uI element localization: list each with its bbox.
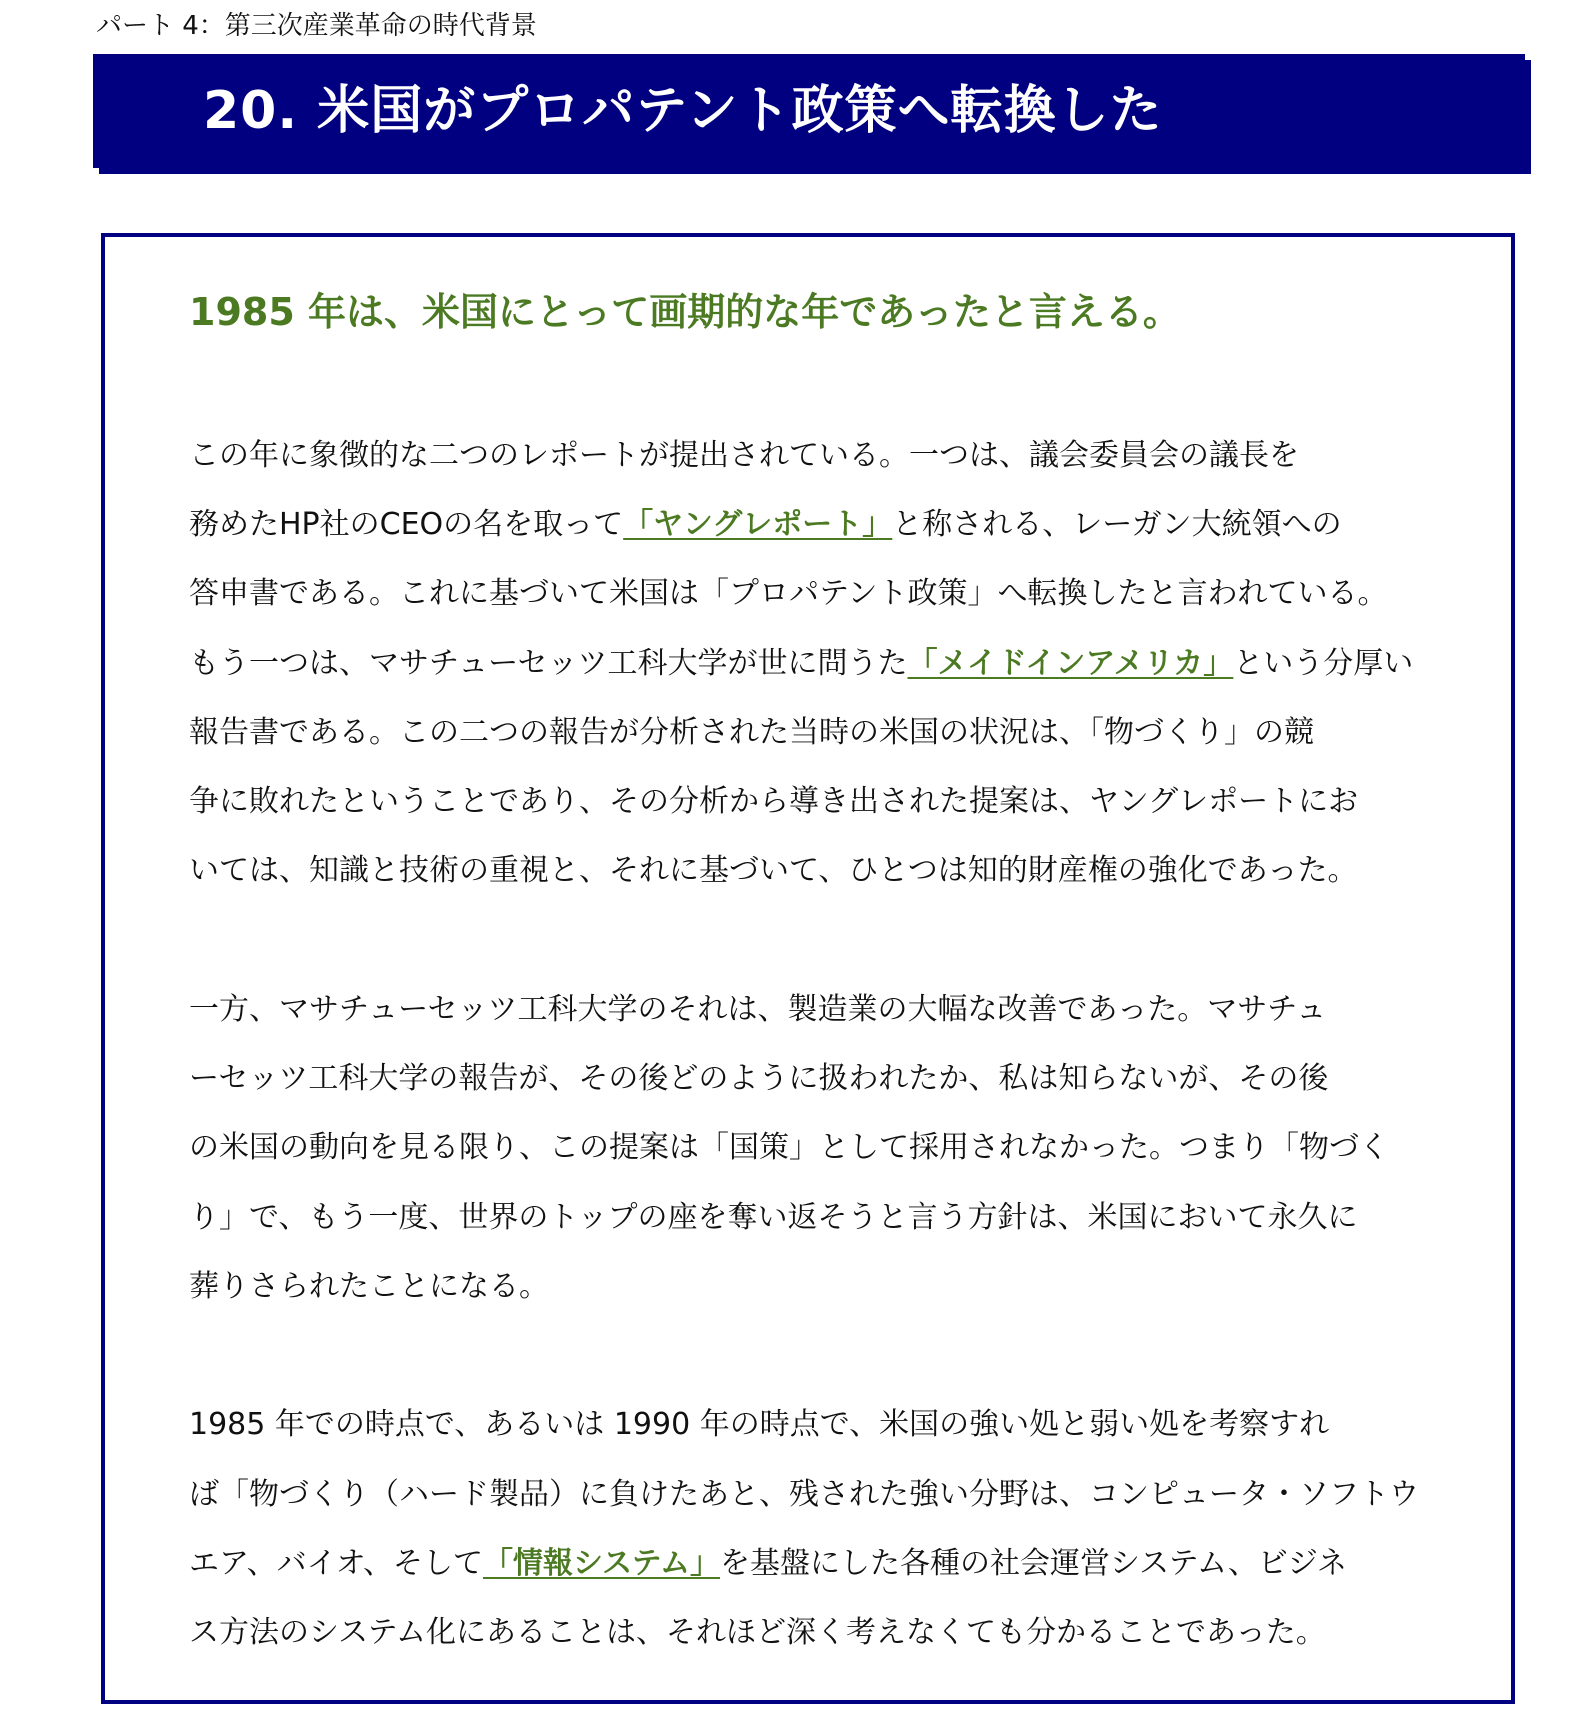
text-segment: という分厚い (1233, 646, 1414, 681)
paragraph-1-line-1: この年に象徴的な二つのレポートが提出されている。一つは、議会委員会の議長を (189, 438, 1299, 473)
young-report-link[interactable]: 「ヤングレポート」 (623, 507, 893, 542)
paragraph-3-line-4: ス方法のシステム化にあることは、それほど深く考えなくても分かることであった。 (189, 1615, 1326, 1650)
content-box (101, 233, 1515, 1704)
text-segment: を基盤にした各種の社会運営システム、ビジネ (720, 1546, 1347, 1581)
made-in-america-link[interactable]: 「メイドインアメリカ」 (907, 646, 1234, 681)
part-label: パート 4：第三次産業革命の時代背景 (96, 11, 537, 41)
paragraph-2-line-1: 一方、マサチューセッツ工科大学のそれは、製造業の大幅な改善であった。マサチュ (189, 992, 1327, 1027)
paragraph-1-line-6: 争に敗れたということであり、その分析から導き出された提案は、ヤングレポートにお (189, 784, 1359, 819)
paragraph-2-line-4: り」で、もう一度、世界のトップの座を奪い返そうと言う方針は、米国において永久に (189, 1200, 1358, 1235)
paragraph-3-line-3 (189, 1544, 1347, 1584)
paragraph-2-line-3: の米国の動向を見る限り、この提案は「国策」として採用されなかった。つまり「物づく (189, 1130, 1389, 1165)
text-segment: エア、バイオ、そして (189, 1546, 483, 1581)
title-bar (93, 54, 1525, 168)
text-segment: 務めたHP社のCEOの名を取って (189, 507, 624, 542)
paragraph-1-line-3: 答申書である。これに基づいて米国は「プロパテント政策」へ転換したと言われている。 (189, 576, 1388, 611)
paragraph-3-line-2: ば「物づくり（ハード製品）に負けたあと、残された強い分野は、コンピュータ・ソフトウ (189, 1477, 1419, 1512)
lead-heading: 1985 年は、米国にとって画期的な年であったと言える。 (189, 290, 1181, 334)
paragraph-2-line-2: ーセッツ工科大学の報告が、その後どのように扱われたか、私は知らないが、その後 (189, 1061, 1329, 1096)
paragraph-2-line-5: 葬りさられたことになる。 (189, 1269, 549, 1304)
paragraph-1-line-7: いては、知識と技術の重視と、それに基づいて、ひとつは知的財産権の強化であった。 (189, 853, 1358, 888)
paragraph-1-line-2 (189, 505, 1342, 545)
paragraph-1-line-4 (189, 644, 1413, 684)
text-segment: もう一つは、マサチューセッツ工科大学が世に問うた (189, 646, 908, 681)
page-title: 20. 米国がプロパテント政策へ転換した (203, 81, 1163, 141)
text-segment: と称される、レーガン大統領への (892, 507, 1342, 542)
information-system-link[interactable]: 「情報システム」 (483, 1546, 720, 1581)
paragraph-1-line-5: 報告書である。この二つの報告が分析された当時の米国の状況は、「物づくり」の競 (189, 715, 1314, 750)
paragraph-3-line-1: 1985 年での時点で、あるいは 1990 年の時点で、米国の強い処と弱い処を考察すれ (189, 1407, 1330, 1442)
